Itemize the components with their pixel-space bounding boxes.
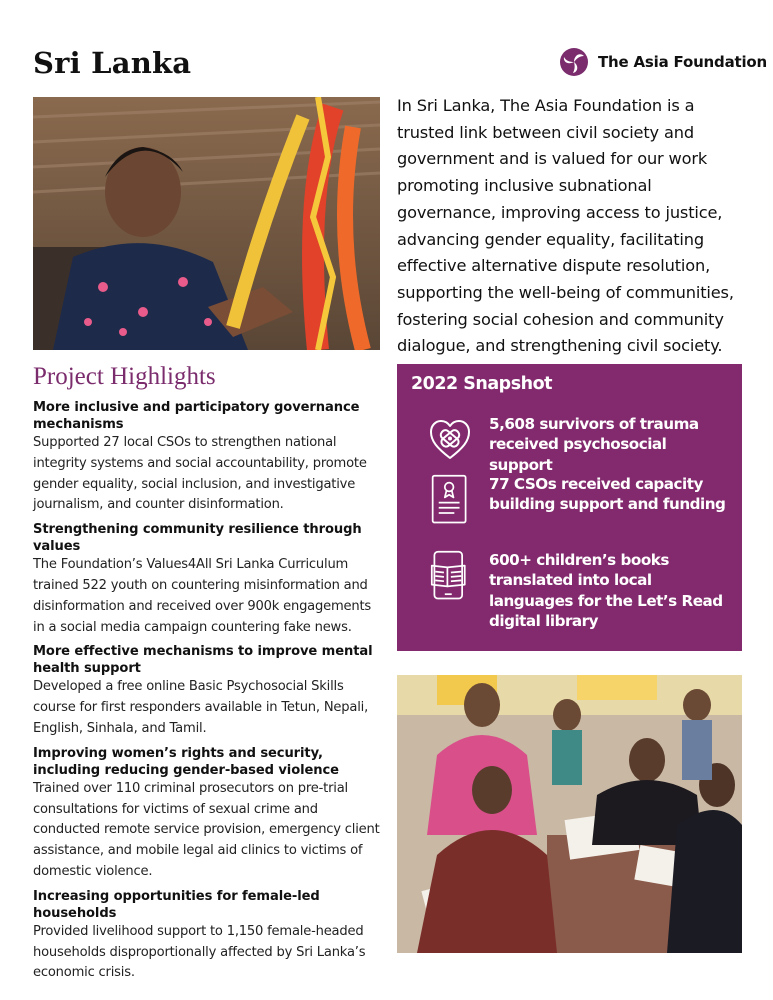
photo-woman-weaving-garland [33, 97, 380, 350]
snapshot-item [427, 474, 734, 526]
highlight-item [33, 745, 383, 883]
highlight-heading: More effective mechanisms to improve mental health support [33, 644, 373, 677]
snapshot-panel [397, 364, 742, 651]
highlight-body: Supported 27 local CSOs to strengthen national integrity systems and social accountability, promote gender equality, social inclusion, and investigative journalism, and counter disinformation. [33, 435, 367, 513]
highlight-body: Trained over 110 criminal prosecutors on pre-trial consultations for victims of sexual crime and conducted remote service provision, emergency client assistance, and mobile legal aid clinics to victims of domestic violence. [33, 780, 380, 879]
highlight-body: Provided livelihood support to 1,150 female-headed households disproportionally affected by Sri Lanka’s economic crisis. [33, 923, 366, 981]
highlight-heading: Strengthening community resilience through values [33, 522, 362, 555]
highlight-item [33, 643, 383, 739]
photo-legal-aid-clinic [397, 675, 742, 953]
highlight-item [33, 521, 383, 638]
highlight-heading: More inclusive and participatory governance mechanisms [33, 400, 360, 432]
project-highlights-heading: Project Highlights [33, 363, 216, 390]
snapshot-text: 77 CSOs received capacity building support and funding [489, 475, 726, 514]
snapshot-text: 5,608 survivors of trauma received psychosocial support [489, 415, 699, 474]
highlight-heading: Increasing opportunities for female-led households [33, 888, 320, 921]
heart-bandage-icon [427, 414, 473, 466]
snapshot-text: 600+ children’s books translated into local languages for the Let’s Read digital library [489, 551, 723, 630]
snapshot-title: 2022 Snapshot [411, 374, 552, 394]
logo-text: The Asia Foundation [598, 53, 767, 71]
certificate-document-icon [427, 474, 473, 526]
logo-swirl-icon [559, 47, 589, 77]
highlight-item [33, 888, 383, 984]
highlight-item [33, 399, 383, 516]
phone-book-icon [427, 550, 473, 602]
highlight-heading: Improving women’s rights and security, including reducing gender-based violence [33, 745, 339, 778]
intro-paragraph: In Sri Lanka, The Asia Foundation is a trusted link between civil society and government and is valued for our work promoting inclusive subnational governance, improving access to justice, advancing gender equality, facilitating effective alternative dispute resolution, supporting the well-being of communities, fostering social cohesion and community dialogue, and strengthening civil society. [397, 96, 734, 356]
project-highlights-list [33, 399, 383, 989]
snapshot-item [427, 550, 734, 631]
highlight-body: The Foundation’s Values4All Sri Lanka Curriculum trained 522 youth on countering misinformation and disinformation and received over 900k engagements in a social media campaign countering fake news. [33, 557, 372, 635]
highlight-body: Developed a free online Basic Psychosocial Skills course for first responders available in Tetun, Nepali, English, Sinhala, and Tamil. [33, 679, 369, 736]
asia-foundation-logo [559, 47, 767, 77]
page-title: Sri Lanka [33, 46, 192, 80]
snapshot-item [427, 414, 734, 475]
